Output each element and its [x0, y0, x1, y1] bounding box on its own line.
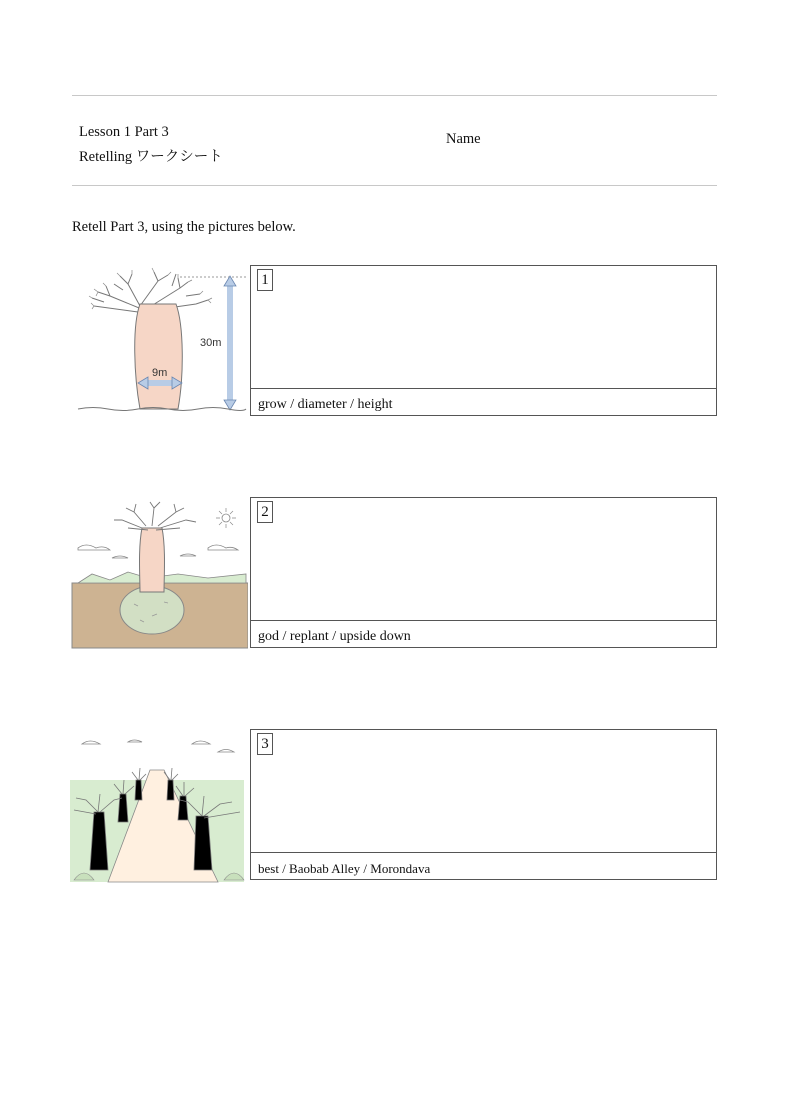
trunk-shape — [140, 528, 165, 592]
lesson-label: Lesson 1 Part 3 — [79, 124, 169, 140]
baobab-alley-illustration — [68, 730, 248, 885]
writing-area-3[interactable] — [251, 730, 716, 854]
replanted-baobab-illustration — [68, 498, 248, 653]
answer-box-2 — [250, 497, 717, 648]
item-number-1: 1 — [257, 269, 273, 291]
keyword-hint-2: god / replant / upside down — [251, 620, 716, 647]
item-number-3: 3 — [257, 733, 273, 755]
answer-box-1 — [250, 265, 717, 416]
item-number-2: 2 — [257, 501, 273, 523]
worksheet-title: Retelling ワークシート — [79, 149, 223, 165]
baobab-measurement-illustration — [68, 266, 248, 421]
header-bottom-rule — [72, 185, 717, 186]
header-left — [79, 120, 223, 170]
instruction-text: Retell Part 3, using the pictures below. — [72, 219, 296, 235]
keyword-hint-1: grow / diameter / height — [251, 388, 716, 415]
keyword-hint-3: best / Baobab Alley / Morondava — [251, 852, 716, 879]
answer-box-3 — [250, 729, 717, 880]
trunk-shape — [135, 304, 183, 409]
diameter-label: 9m — [152, 367, 168, 379]
header-top-rule — [72, 95, 717, 96]
height-label: 30m — [200, 337, 222, 349]
name-label: Name — [446, 131, 481, 147]
writing-area-2[interactable] — [251, 498, 716, 622]
writing-area-1[interactable] — [251, 266, 716, 390]
